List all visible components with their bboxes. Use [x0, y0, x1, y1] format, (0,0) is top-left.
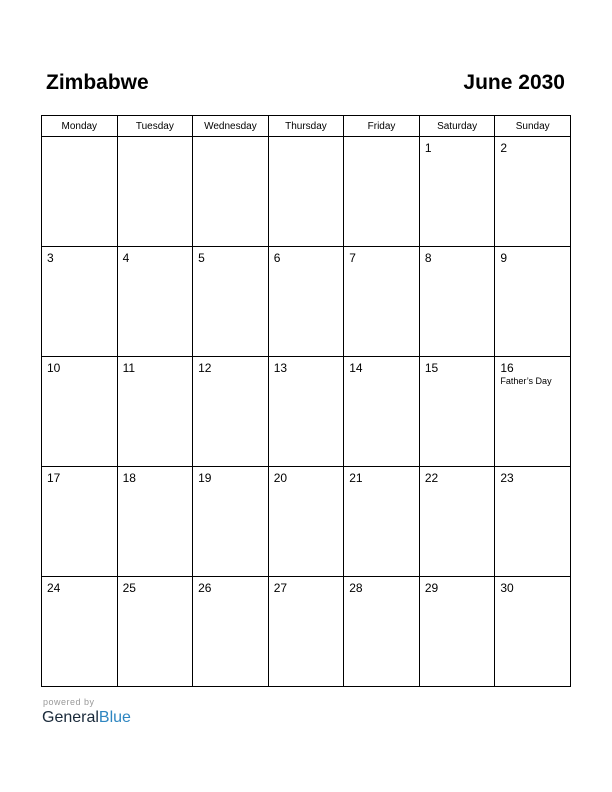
day-cell — [117, 467, 193, 577]
day-cell — [419, 137, 495, 247]
day-number: 12 — [198, 361, 212, 375]
weekday-thursday: Thursday — [268, 116, 344, 137]
day-cell — [419, 577, 495, 687]
week-row — [42, 577, 571, 687]
day-number: 15 — [424, 361, 439, 375]
day-number: 7 — [349, 251, 356, 265]
day-number: 2 — [500, 141, 508, 155]
day-cell — [268, 357, 344, 467]
day-number: 16 — [500, 361, 514, 375]
day-cell — [117, 357, 193, 467]
day-number: 19 — [198, 471, 212, 485]
week-row — [42, 137, 571, 247]
day-number — [269, 137, 344, 142]
day-cell — [344, 137, 420, 247]
day-number: 18 — [122, 471, 136, 485]
day-number: 11 — [122, 361, 136, 375]
day-cell — [42, 467, 118, 577]
day-cell — [42, 247, 118, 357]
day-cell — [419, 247, 495, 357]
day-cell — [495, 137, 571, 247]
day-cell — [344, 247, 420, 357]
day-number: 14 — [349, 361, 363, 375]
day-cell — [117, 137, 193, 247]
day-cell — [193, 467, 269, 577]
day-number: 6 — [273, 251, 281, 265]
day-cell — [268, 247, 344, 357]
day-cell — [42, 357, 118, 467]
day-cell — [117, 577, 193, 687]
week-row — [42, 247, 571, 357]
day-cell — [193, 357, 269, 467]
day-number: 5 — [198, 251, 205, 265]
weekday-wednesday: Wednesday — [193, 116, 269, 137]
day-number: 1 — [424, 141, 432, 155]
weekday-monday: Monday — [42, 116, 118, 137]
day-number: 23 — [500, 471, 514, 485]
day-number: 17 — [47, 471, 61, 485]
day-cell — [419, 357, 495, 467]
generalblue-logo — [42, 709, 131, 727]
day-number: 21 — [349, 471, 363, 485]
weekday-saturday: Saturday — [419, 116, 495, 137]
weekday-header-row — [42, 116, 571, 137]
day-cell — [495, 247, 571, 357]
weekday-friday: Friday — [344, 116, 420, 137]
powered-by-label: powered by — [43, 697, 95, 707]
day-cell — [268, 467, 344, 577]
day-number: 24 — [47, 581, 61, 595]
weekday-sunday: Sunday — [495, 116, 571, 137]
day-cell — [344, 467, 420, 577]
day-number: 26 — [198, 581, 212, 595]
day-number: 28 — [349, 581, 363, 595]
day-cell — [495, 357, 571, 467]
day-number — [118, 137, 193, 142]
day-number: 20 — [273, 471, 288, 485]
day-number — [193, 137, 268, 142]
day-number — [344, 137, 419, 142]
week-row — [42, 467, 571, 577]
day-cell — [42, 137, 118, 247]
day-cell — [344, 357, 420, 467]
day-cell — [419, 467, 495, 577]
day-number: 29 — [424, 581, 439, 595]
day-cell — [42, 577, 118, 687]
day-cell — [495, 467, 571, 577]
day-number: 27 — [273, 581, 288, 595]
month-year-title: June 2030 — [463, 71, 565, 94]
day-cell — [268, 137, 344, 247]
day-number: 22 — [424, 471, 439, 485]
day-cell — [117, 247, 193, 357]
day-number: 10 — [47, 361, 61, 375]
calendar-body — [42, 137, 571, 687]
holiday-label: Father’s Day — [500, 376, 552, 386]
weekday-tuesday: Tuesday — [117, 116, 193, 137]
day-number: 4 — [122, 251, 130, 265]
day-cell — [193, 137, 269, 247]
day-cell — [344, 577, 420, 687]
brand-part-general: General — [42, 709, 99, 726]
day-cell — [268, 577, 344, 687]
day-cell — [193, 577, 269, 687]
country-title: Zimbabwe — [46, 71, 149, 94]
day-number — [42, 137, 117, 142]
day-number: 25 — [122, 581, 136, 595]
week-row — [42, 357, 571, 467]
day-cell — [495, 577, 571, 687]
day-cell — [193, 247, 269, 357]
day-number: 13 — [273, 361, 288, 375]
day-number: 30 — [500, 581, 514, 595]
day-number: 9 — [500, 251, 508, 265]
brand-part-blue: Blue — [98, 709, 131, 726]
day-number: 3 — [47, 251, 54, 265]
day-number: 8 — [424, 251, 432, 265]
calendar-grid — [41, 115, 571, 687]
